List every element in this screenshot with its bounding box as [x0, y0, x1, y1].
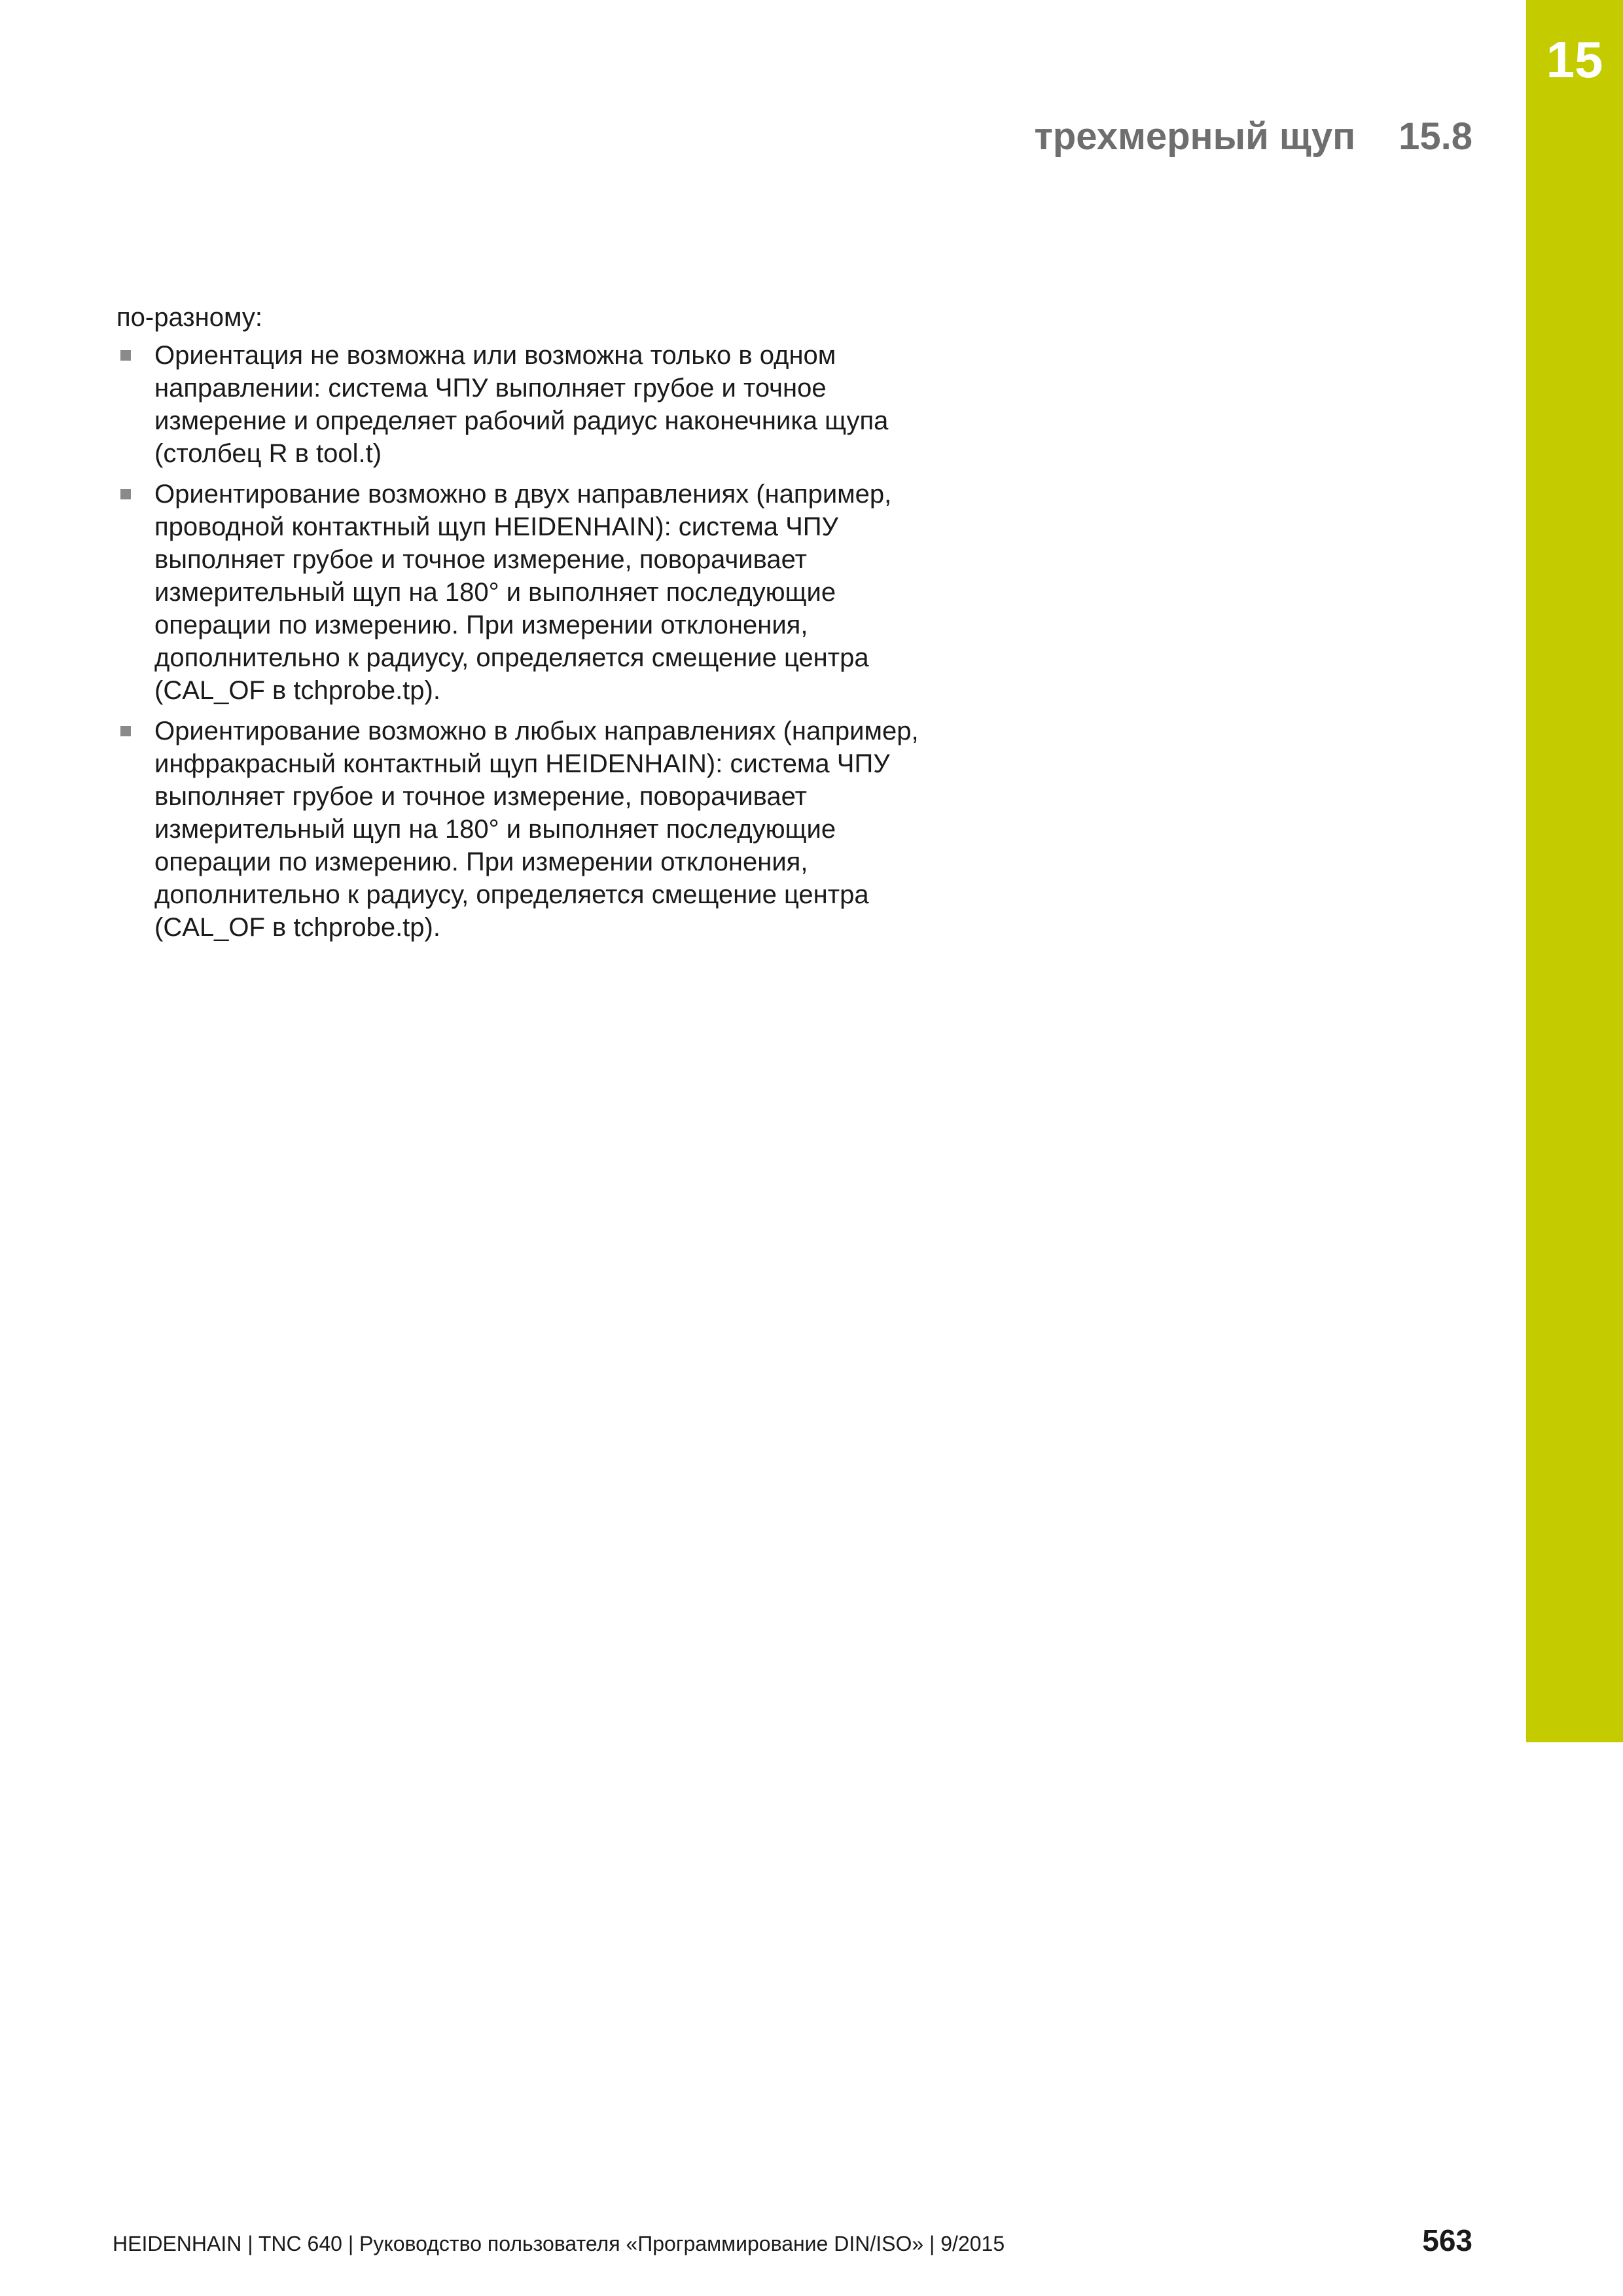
page-number: 563	[1422, 2223, 1472, 2257]
intro-text: по-разному:	[116, 303, 263, 332]
list-item-text: Ориентация не возможна или возможна только в одном направлении: система ЧПУ выполняет грубое и точное измерение и определяет рабочий радиус наконечника щупа (столбец R в tool.t)	[154, 341, 889, 468]
chapter-tab	[1526, 0, 1623, 1742]
chapter-number: 15	[1546, 31, 1603, 88]
square-bullet-icon	[120, 726, 131, 736]
running-header	[1034, 115, 1472, 158]
footer-text: HEIDENHAIN | TNC 640 | Руководство пользователя «Программирование DIN/ISO» | 9/2015	[113, 2232, 1005, 2255]
list-item	[116, 478, 935, 707]
list-item	[116, 715, 935, 944]
list-item	[116, 339, 935, 470]
list-item-text: Ориентирование возможно в любых направлениях (например, инфракрасный контактный щуп HEIDENHAIN): система ЧПУ выполняет грубое и точное измерение, поворачивает измерительный щуп на 180° и выполняет последующие операции по измерению. При измерении отклонения, дополнительно к радиусу, определяется смещение центра (CAL_OF в tchprobe.tp).	[154, 717, 919, 942]
square-bullet-icon	[120, 489, 131, 499]
bullet-list	[116, 339, 935, 944]
main-content	[116, 301, 935, 952]
square-bullet-icon	[120, 350, 131, 361]
list-item-text: Ориентирование возможно в двух направлениях (например, проводной контактный щуп HEIDENHAIN): система ЧПУ выполняет грубое и точное измерение, поворачивает измерительный щуп на 180° и выполняет последующие операции по измерению. При измерении отклонения, дополнительно к радиусу, определяется смещение центра (CAL_OF в tchprobe.tp).	[154, 480, 892, 705]
section-number: 15.8	[1399, 115, 1472, 158]
section-title: трехмерный щуп	[1034, 115, 1356, 158]
